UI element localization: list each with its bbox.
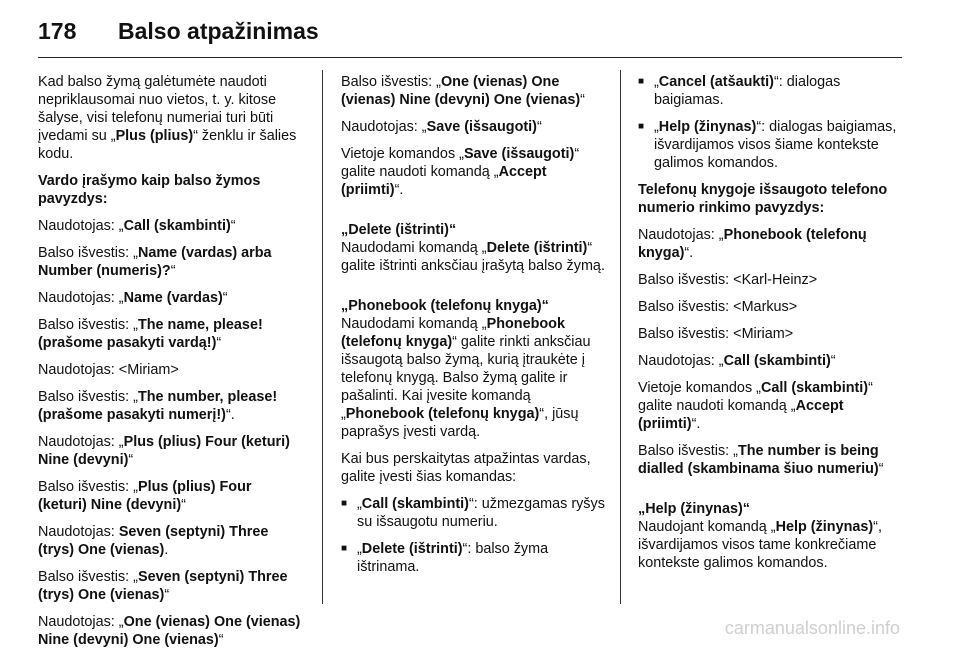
example-heading: Vardo įrašymo kaip balso žymos pavyzdys: xyxy=(38,173,261,207)
commands-intro: Kai bus perskaitytas atpažintas vardas, galite įvesti šias komandas: xyxy=(341,451,591,485)
column-divider xyxy=(620,70,621,604)
column-3 xyxy=(638,73,904,581)
dialog-line: Balso išvestis: <Markus> xyxy=(638,299,798,315)
dialog-line: Naudotojas: „Call (skambinti)“ xyxy=(38,218,236,234)
example-heading: Telefonų knygoje išsaugoto telefono numerio rinkimo pavyzdys: xyxy=(638,182,888,216)
dialog-line: Balso išvestis: „One (vienas) One (vienas) Nine (devyni) One (vienas)“ xyxy=(341,74,585,108)
dialog-line: Naudotojas: „One (vienas) One (vienas) Nine (devyni) One (vienas)“ xyxy=(38,614,301,648)
dialog-line: Vietoje komandos „Call (skambinti)“ galite naudoti komandą „Accept (priimti)“. xyxy=(638,380,873,432)
page-number: 178 xyxy=(38,18,77,44)
dialog-line: Balso išvestis: „The number is being dialled (skambinama šiuo numeriu)“ xyxy=(638,443,884,477)
bullet-item: ■ „Delete (ištrinti)“: balso žyma ištrinama. xyxy=(341,540,606,576)
help-heading: „Help (žinynas)“ xyxy=(638,501,750,517)
column-1 xyxy=(38,73,304,658)
help-body: Naudojant komandą „Help (žinynas)“, išvardijamos visos tame konkrečiame kontekste galimos komandos. xyxy=(638,519,882,571)
header-rule xyxy=(38,57,902,58)
dialog-line: Balso išvestis: „The name, please! (prašome pasakyti vardą!)“ xyxy=(38,317,263,351)
phonebook-heading: „Phonebook (telefonų knyga)“ xyxy=(341,298,549,314)
intro-paragraph: Kad balso žymą galėtumėte naudoti nepriklausomai nuo vietos, t. y. kitose šalyse, visi telefonų numeriai turi būti įvedami su „Plus (plius)“ ženklu ir šalies kodu. xyxy=(38,74,297,162)
dialog-line: Balso išvestis: <Karl-Heinz> xyxy=(638,272,818,288)
column-2 xyxy=(341,73,606,585)
dialog-line: Naudotojas: „Call (skambinti)“ xyxy=(638,353,836,369)
bullet-item: ■ „Help (žinynas)“: dialogas baigiamas, išvardijamos visos šiame kontekste galimos komandos. xyxy=(638,118,904,172)
dialog-line: Balso išvestis: <Miriam> xyxy=(638,326,794,342)
page-title: Balso atpažinimas xyxy=(118,18,319,44)
dialog-line: Balso išvestis: „The number, please! (prašome pasakyti numerį!)“. xyxy=(38,389,278,423)
delete-heading: „Delete (ištrinti)“ xyxy=(341,222,457,238)
dialog-line: Naudotojas: „Phonebook (telefonų knyga)“. xyxy=(638,227,867,261)
delete-body: Naudodami komandą „Delete (ištrinti)“ galite ištrinti anksčiau įrašytą balso žymą. xyxy=(341,240,605,274)
dialog-line: Naudotojas: Seven (septyni) Three (trys) One (vienas). xyxy=(38,524,269,558)
dialog-line: Balso išvestis: „Name (vardas) arba Number (numeris)?“ xyxy=(38,245,272,279)
dialog-line: Balso išvestis: „Plus (plius) Four (keturi) Nine (devyni)“ xyxy=(38,479,252,513)
bullet-item: ■ „Cancel (atšaukti)“: dialogas baigiamas. xyxy=(638,73,904,109)
watermark: carmanualsonline.info xyxy=(724,618,900,638)
dialog-line: Naudotojas: „Name (vardas)“ xyxy=(38,290,228,306)
bullet-item: ■ „Call (skambinti)“: užmezgamas ryšys su išsaugotu numeriu. xyxy=(341,495,606,531)
dialog-line: Balso išvestis: „Seven (septyni) Three (trys) One (vienas)“ xyxy=(38,569,288,603)
column-divider xyxy=(322,70,323,604)
dialog-line: Naudotojas: „Plus (plius) Four (keturi) Nine (devyni)“ xyxy=(38,434,290,468)
phonebook-body: Naudodami komandą „Phonebook (telefonų knyga)“ galite rinkti anksčiau išsaugotą balso žymą, kurią įtraukėte į telefonų knygą. Balso žymą galite ir pašalinti. Kai įvesite komandą „Phonebook (telefonų knyga)“, jūsų paprašys įvesti vardą. xyxy=(341,316,591,440)
dialog-line: Naudotojas: „Save (išsaugoti)“ xyxy=(341,119,542,135)
dialog-line: Naudotojas: <Miriam> xyxy=(38,362,179,378)
dialog-line: Vietoje komandos „Save (išsaugoti)“ galite naudoti komandą „Accept (priimti)“. xyxy=(341,146,580,198)
